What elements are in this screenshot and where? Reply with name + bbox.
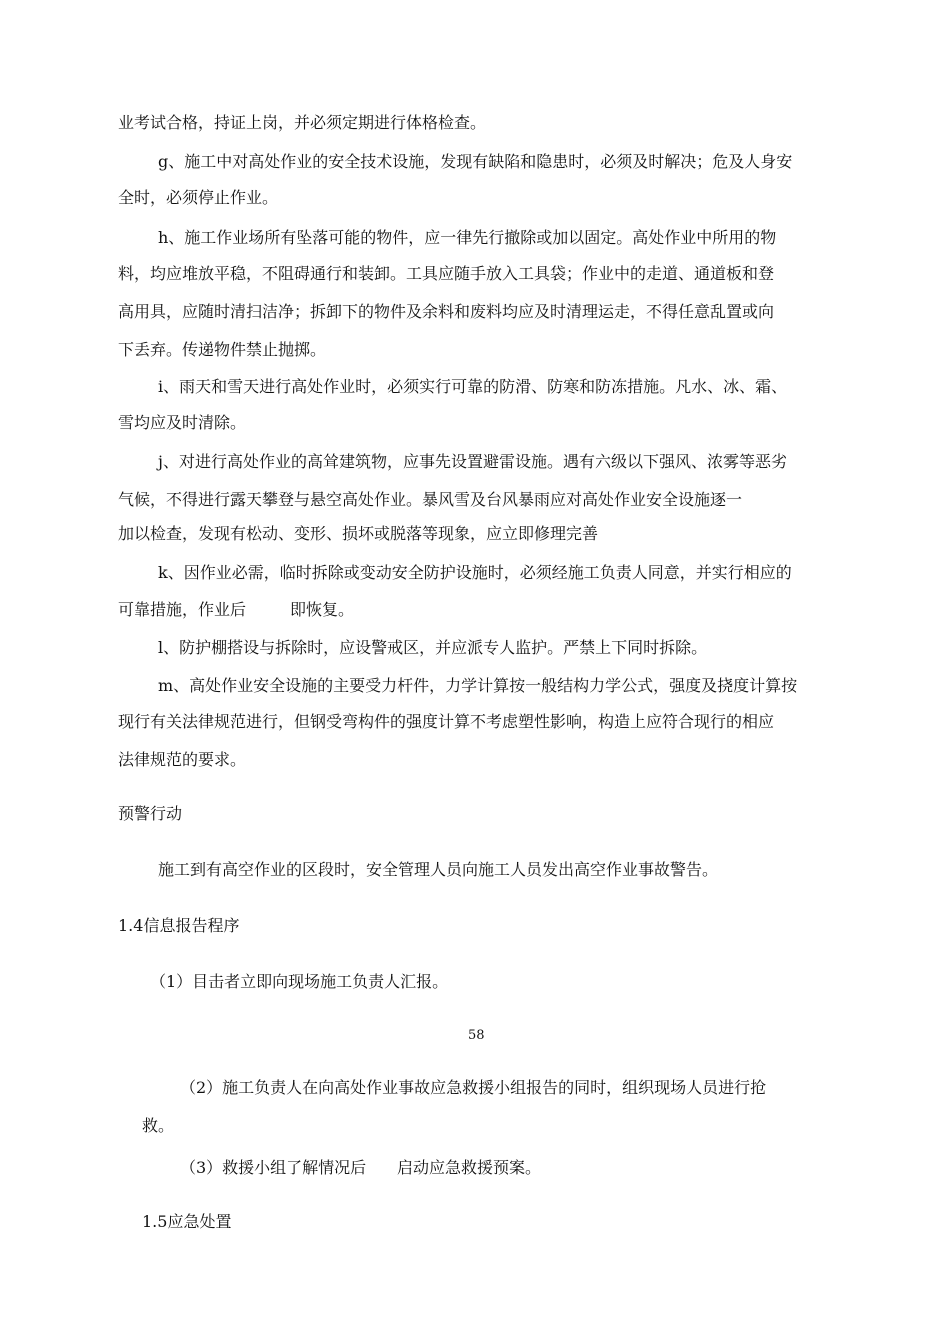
text-line: 加以检查，发现有松动、变形、损坏或脱落等现象，应立即修理完善 <box>118 524 599 543</box>
text-line: l、防护棚搭设与拆除时，应设警戒区，并应派专人监护。严禁上下同时拆除。 <box>158 638 708 657</box>
text-line: 业考试合格，持证上岗，并必须定期进行体格检查。 <box>118 113 487 132</box>
text-line: 施工到有高空作业的区段时，安全管理人员向施工人员发出高空作业事故警告。 <box>158 860 719 879</box>
text-line: 全时，必须停止作业。 <box>118 188 279 207</box>
text-line: 现行有关法律规范进行，但钢受弯构件的强度计算不考虑塑性影响，构造上应符合现行的相应 <box>118 712 775 731</box>
text-line: 救。 <box>142 1116 175 1135</box>
text-line: （3）救援小组了解情况后 <box>180 1158 367 1177</box>
text-line: 可靠措施，作业后 <box>118 600 247 619</box>
text-line: j、对进行高处作业的高耸建筑物，应事先设置避雷设施。遇有六级以下强风、浓雾等恶劣 <box>158 452 787 471</box>
text-line: 料，均应堆放平稳，不阻碍通行和装卸。工具应随手放入工具袋；作业中的走道、通道板和登 <box>118 264 775 283</box>
text-line: g、施工中对高处作业的安全技术设施，发现有缺陷和隐患时，必须及时解决；危及人身安 <box>158 152 793 171</box>
text-line: 雪均应及时清除。 <box>118 413 247 432</box>
text-line: m、高处作业安全设施的主要受力杆件，力学计算按一般结构力学公式，强度及挠度计算按 <box>158 676 798 695</box>
text-line: 下丢弃。传递物件禁止抛掷。 <box>118 340 327 359</box>
section-heading: 1.5应急处置 <box>142 1212 232 1231</box>
page-number: 58 <box>468 1028 485 1043</box>
text-line: （2）施工负责人在向高处作业事故应急救援小组报告的同时，组织现场人员进行抢 <box>180 1078 767 1097</box>
text-line: 启动应急救援预案。 <box>397 1158 542 1177</box>
text-line: 即恢复。 <box>290 600 355 619</box>
section-heading: 预警行动 <box>118 804 183 823</box>
text-line: i、雨天和雪天进行高处作业时，必须实行可靠的防滑、防寒和防冻措施。凡水、冰、霜、 <box>158 377 788 396</box>
text-line: 高用具，应随时清扫洁净；拆卸下的物件及余料和废料均应及时清理运走，不得任意乱置或向 <box>118 302 775 321</box>
text-line: k、因作业必需，临时拆除或变动安全防护设施时，必须经施工负责人同意，并实行相应的 <box>158 563 792 582</box>
text-line: 法律规范的要求。 <box>118 750 247 769</box>
text-line: 气候，不得进行露天攀登与悬空高处作业。暴风雪及台风暴雨应对高处作业安全设施逐一 <box>118 490 743 509</box>
text-line: （1）目击者立即向现场施工负责人汇报。 <box>150 972 449 991</box>
section-heading: 1.4信息报告程序 <box>118 916 240 935</box>
text-line: h、施工作业场所有坠落可能的物件，应一律先行撤除或加以固定。高处作业中所用的物 <box>158 228 777 247</box>
